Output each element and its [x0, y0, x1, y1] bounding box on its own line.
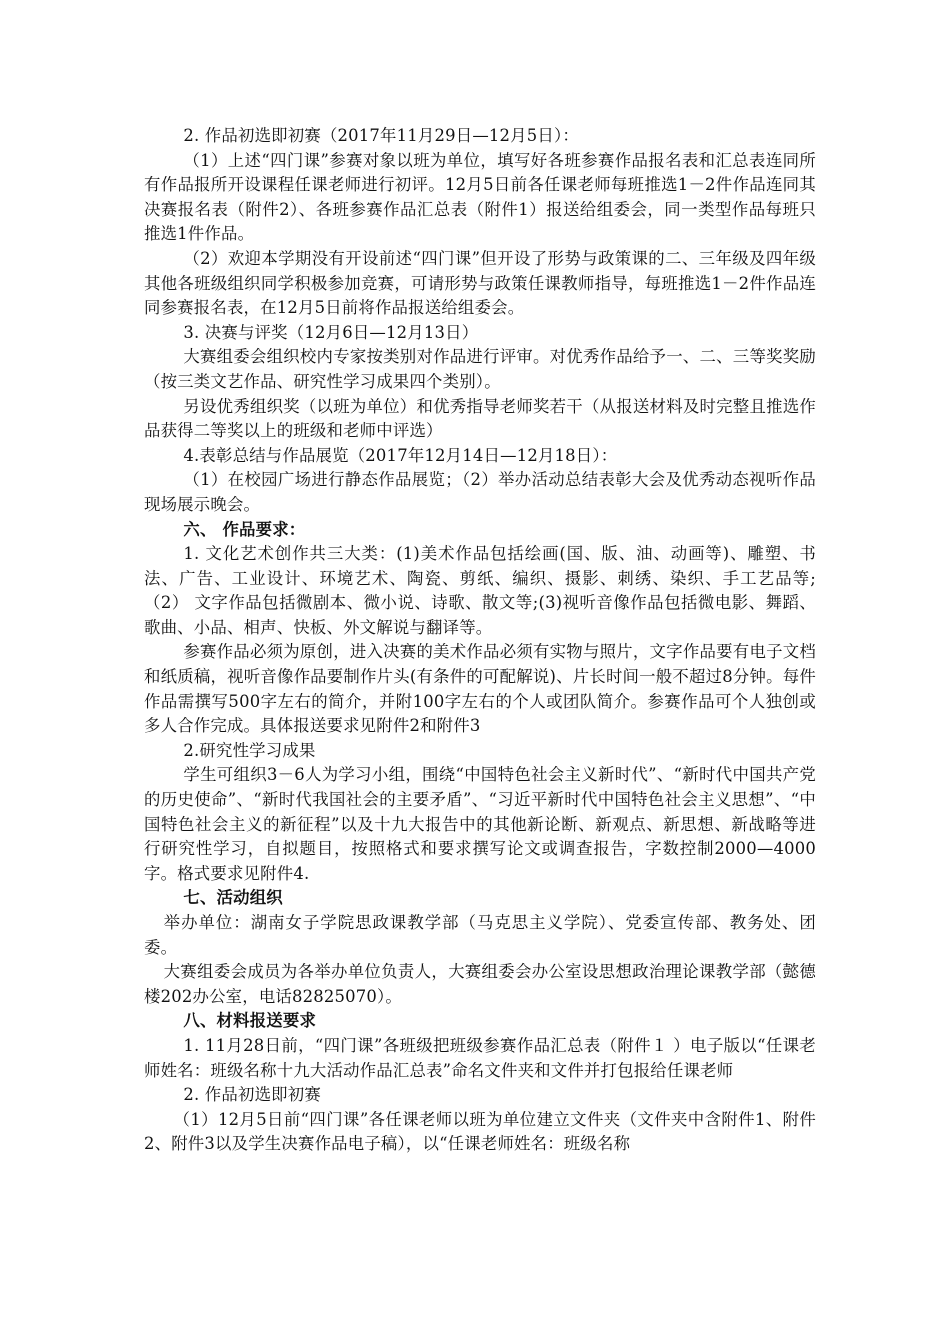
- paragraph-preliminary-item-2: （2）欢迎本学期没有开设前述“四门课”但开设了形势与政策课的二、三年级及四年级其他各班级组织同学积极参加竞赛，可请形势与政策任课教师指导，每班推选1－2件作品连同参赛报名表，在12月5日前将作品报送给组委会。: [144, 248, 816, 318]
- paragraph-exhibition-items: （1）在校园广场进行静态作品展览；（2）举办活动总结表彰大会及优秀动态视听作品现场展示晚会。: [144, 470, 816, 514]
- document-body: [144, 124, 816, 1157]
- paragraph-art-categories: 1. 文化艺术创作共三大类：(1)美术作品包括绘画(国、版、油、动画等)、雕塑、书法、广告、工业设计、环境艺术、陶瓷、剪纸、编织、摄影、刺绣、染织、手工艺品等;（2） 文字作品包括微剧本、微小说、诗歌、散文等;(3)视听音像作品包括微电影、舞蹈、歌曲、小品、相声、快板、外文解说与翻译等。: [144, 544, 816, 637]
- paragraph-entry-rules: 参赛作品必须为原创，进入决赛的美术作品必须有实物与照片，文字作品要有电子文档和纸质稿，视听音像作品要制作片头(有条件的可配解说)、片长时间一般不超过8分钟。每件作品需撰写500字左右的简介，并附100字左右的个人或团队简介。参赛作品可个人独创或多人合作完成。具体报送要求见附件2和附件3: [144, 642, 816, 736]
- paragraph-submission-step-2: 2. 作品初选即初赛: [183, 1085, 321, 1105]
- paragraph-organizers: 举办单位：湖南女子学院思政课教学部（马克思主义学院）、党委宣传部、教务处、团委。: [144, 913, 816, 957]
- paragraph-final-heading: 3. 决赛与评奖（12月6日—12月13日）: [183, 322, 479, 342]
- paragraph-final-review: 大赛组委会组织校内专家按类别对作品进行评审。对优秀作品给予一、二、三等奖奖励（按三类文艺作品、研究性学习成果四个类别）。: [144, 347, 816, 391]
- paragraph-preliminary-item-1: （1）上述“四门课”参赛对象以班为单位，填写好各班参赛作品报名表和汇总表连同所有作品报所开设课程任课老师进行初评。12月5日前各任课老师每班推选1－2件作品连同其决赛报名表（附件2）、各班参赛作品汇总表（附件1）报送给组委会，同一类型作品每班只推选1件作品。: [144, 150, 816, 244]
- section-heading-submission: 八、材料报送要求: [183, 1011, 317, 1031]
- paragraph-exhibition-heading: 4.表彰总结与作品展览（2017年12月14日—12月18日）：: [183, 445, 618, 465]
- paragraph-submission-step-1: 1. 11月28日前，“四门课”各班级把班级参赛作品汇总表（附件１ ）电子版以“任课老师姓名：班级名称十九大活动作品汇总表”命名文件夹和文件并打包报给任课老师: [144, 1035, 816, 1080]
- paragraph-research-details: 学生可组织3－6人为学习小组，围绕“中国特色社会主义新时代”、“新时代中国共产党的历史使命”、“新时代我国社会的主要矛盾”、“习近平新时代中国特色社会主义思想”、“中国特色社会主义的新征程”以及十九大报告中的其他新论断、新观点、新思想、新战略等进行研究性学习，自拟题目，按照格式和要求撰写论文或调查报告，字数控制2000—4000字。格式要求见附件4.: [144, 765, 816, 883]
- paragraph-extra-awards: 另设优秀组织奖（以班为单位）和优秀指导老师奖若干（从报送材料及时完整且推选作品获得二等奖以上的班级和老师中评选）: [144, 396, 816, 441]
- paragraph-preliminary-heading: 2. 作品初选即初赛（2017年11月29日—12月5日）：: [183, 126, 579, 145]
- section-heading-requirements: 六、 作品要求：: [183, 519, 306, 539]
- paragraph-submission-step-2-item-1: （1）12月5日前“四门课”各任课老师以班为单位建立文件夹（文件夹中含附件1、附件2、附件3以及学生决赛作品电子稿），以“任课老师姓名：班级名称: [144, 1109, 816, 1154]
- paragraph-research-heading: 2.研究性学习成果: [183, 740, 316, 760]
- section-heading-organization: 七、活动组织: [183, 888, 283, 908]
- paragraph-committee: 大赛组委会成员为各举办单位负责人，大赛组委会办公室设思想政治理论课教学部（懿德楼202办公室，电话82825070）。: [144, 962, 816, 1006]
